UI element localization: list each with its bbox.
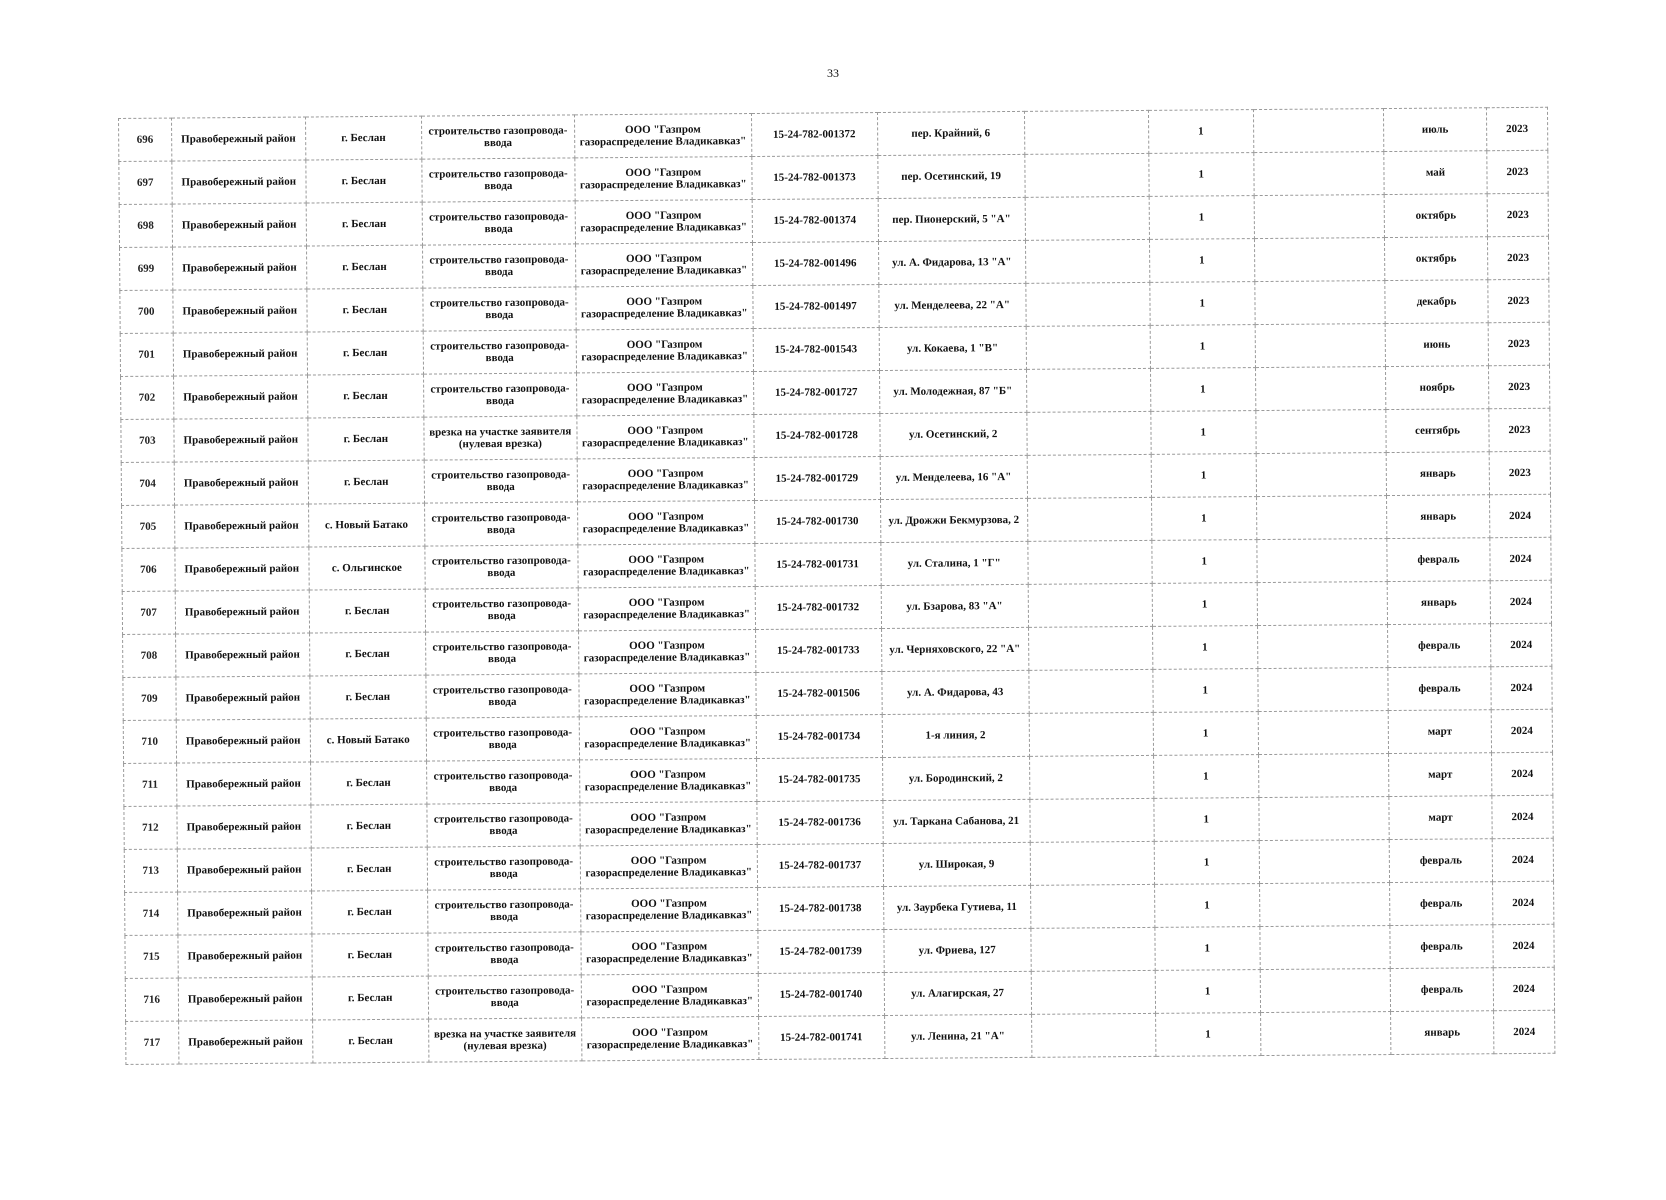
register-table xyxy=(118,107,1555,1065)
row-number-cell: 700 xyxy=(120,290,173,333)
address-cell: ул. Менделеева, 16 "А" xyxy=(880,455,1027,499)
registry-code-cell: 15-24-782-001728 xyxy=(753,414,879,458)
empty-cell xyxy=(1029,712,1153,756)
settlement-cell: г. Беслан xyxy=(306,116,422,160)
settlement-cell: г. Беслан xyxy=(308,460,424,504)
month-cell: февраль xyxy=(1390,882,1493,926)
organization-cell: ООО "Газпром газораспределение Владикавказ" xyxy=(576,329,753,373)
district-cell: Правобережный район xyxy=(173,418,308,462)
empty-cell xyxy=(1254,152,1385,196)
row-number-cell: 710 xyxy=(123,720,176,763)
registry-code-cell: 15-24-782-001543 xyxy=(753,328,879,372)
registry-code-cell: 15-24-782-001732 xyxy=(755,586,881,630)
registry-code-cell: 15-24-782-001735 xyxy=(756,758,882,802)
work-type-cell: строительство газопровода-ввода xyxy=(426,760,580,804)
district-cell: Правобережный район xyxy=(171,160,306,204)
month-cell: февраль xyxy=(1389,839,1492,883)
address-cell: ул. А. Фидарова, 13 "А" xyxy=(878,240,1025,284)
work-type-cell: врезка на участке заявителя (нулевая врезка) xyxy=(423,416,577,460)
month-cell: январь xyxy=(1387,495,1490,539)
settlement-cell: г. Беслан xyxy=(310,632,426,676)
organization-cell: ООО "Газпром газораспределение Владикавказ" xyxy=(580,845,757,889)
empty-cell xyxy=(1027,454,1151,498)
organization-cell: ООО "Газпром газораспределение Владикавказ" xyxy=(575,200,752,244)
month-cell: январь xyxy=(1386,452,1489,496)
district-cell: Правобережный район xyxy=(175,590,310,634)
district-cell: Правобережный район xyxy=(176,805,311,849)
empty-cell xyxy=(1259,883,1390,927)
settlement-cell: г. Беслан xyxy=(306,202,422,246)
page-number: 33 xyxy=(827,66,839,80)
settlement-cell: г. Беслан xyxy=(312,890,428,934)
quantity-cell: 1 xyxy=(1148,153,1253,197)
district-cell: Правобережный район xyxy=(172,289,307,333)
address-cell: ул. Ленина, 21 "А" xyxy=(884,1014,1031,1058)
address-cell: ул. Бзарова, 83 "А" xyxy=(881,584,1028,628)
organization-cell: ООО "Газпром газораспределение Владикавказ" xyxy=(577,415,754,459)
district-cell: Правобережный район xyxy=(176,762,311,806)
month-cell: ноябрь xyxy=(1386,366,1489,410)
settlement-cell: г. Беслан xyxy=(310,675,426,719)
organization-cell: ООО "Газпром газораспределение Владикавказ" xyxy=(576,243,753,287)
empty-cell xyxy=(1030,884,1154,928)
row-number-cell: 706 xyxy=(122,548,175,591)
empty-cell xyxy=(1255,324,1386,368)
address-cell: ул. А. Фидарова, 43 xyxy=(881,670,1028,714)
address-cell: ул. Менделеева, 22 "А" xyxy=(878,283,1025,327)
row-number-cell: 702 xyxy=(121,376,174,419)
organization-cell: ООО "Газпром газораспределение Владикавказ" xyxy=(581,974,758,1018)
organization-cell: ООО "Газпром газораспределение Владикавказ" xyxy=(581,888,758,932)
empty-cell xyxy=(1028,540,1152,584)
organization-cell: ООО "Газпром газораспределение Владикавказ" xyxy=(577,372,754,416)
empty-cell xyxy=(1027,411,1151,455)
row-number-cell: 698 xyxy=(119,204,172,247)
empty-cell xyxy=(1026,325,1150,369)
empty-cell xyxy=(1260,969,1391,1013)
registry-code-cell: 15-24-782-001740 xyxy=(758,973,884,1017)
row-number-cell: 704 xyxy=(121,462,174,505)
settlement-cell: с. Новый Батако xyxy=(309,503,425,547)
quantity-cell: 1 xyxy=(1153,755,1258,799)
empty-cell xyxy=(1028,626,1152,670)
registry-code-cell: 15-24-782-001372 xyxy=(751,113,877,157)
registry-code-cell: 15-24-782-001729 xyxy=(754,457,880,501)
organization-cell: ООО "Газпром газораспределение Владикавказ" xyxy=(581,931,758,975)
settlement-cell: г. Беслан xyxy=(312,976,428,1020)
month-cell: декабрь xyxy=(1385,280,1488,324)
address-cell: ул. Кокаева, 1 "В" xyxy=(879,326,1026,370)
registry-code-cell: 15-24-782-001497 xyxy=(752,285,878,329)
year-cell: 2023 xyxy=(1487,236,1548,279)
address-cell: ул. Черняховского, 22 "А" xyxy=(881,627,1028,671)
district-cell: Правобережный район xyxy=(173,375,308,419)
empty-cell xyxy=(1259,797,1390,841)
work-type-cell: строительство газопровода-ввода xyxy=(421,158,575,202)
work-type-cell: строительство газопровода-ввода xyxy=(422,244,576,288)
district-cell: Правобережный район xyxy=(172,246,307,290)
empty-cell xyxy=(1260,926,1391,970)
registry-code-cell: 15-24-782-001506 xyxy=(755,672,881,716)
settlement-cell: г. Беслан xyxy=(308,417,424,461)
register-table-wrapper xyxy=(118,107,1555,1065)
settlement-cell: г. Беслан xyxy=(311,804,427,848)
district-cell: Правобережный район xyxy=(175,633,310,677)
empty-cell xyxy=(1256,453,1387,497)
organization-cell: ООО "Газпром газораспределение Владикавказ" xyxy=(578,587,755,631)
year-cell: 2024 xyxy=(1489,494,1550,537)
quantity-cell: 1 xyxy=(1150,368,1255,412)
work-type-cell: строительство газопровода-ввода xyxy=(424,459,578,503)
registry-code-cell: 15-24-782-001727 xyxy=(753,371,879,415)
quantity-cell: 1 xyxy=(1153,712,1258,756)
registry-code-cell: 15-24-782-001374 xyxy=(752,199,878,243)
settlement-cell: с. Новый Батако xyxy=(310,718,426,762)
district-cell: Правобережный район xyxy=(174,547,309,591)
month-cell: февраль xyxy=(1388,667,1491,711)
year-cell: 2024 xyxy=(1494,1010,1555,1053)
registry-code-cell: 15-24-782-001730 xyxy=(754,500,880,544)
organization-cell: ООО "Газпром газораспределение Владикавказ" xyxy=(580,759,757,803)
address-cell: пер. Крайний, 6 xyxy=(877,111,1024,155)
row-number-cell: 705 xyxy=(122,505,175,548)
organization-cell: ООО "Газпром газораспределение Владикавказ" xyxy=(576,286,753,330)
quantity-cell: 1 xyxy=(1154,884,1259,928)
address-cell: ул. Осетинский, 2 xyxy=(879,412,1026,456)
address-cell: ул. Дрожжи Бекмурзова, 2 xyxy=(880,498,1027,542)
organization-cell: ООО "Газпром газораспределение Владикавказ" xyxy=(580,802,757,846)
quantity-cell: 1 xyxy=(1154,798,1259,842)
district-cell: Правобережный район xyxy=(172,203,307,247)
month-cell: сентябрь xyxy=(1386,409,1489,453)
settlement-cell: г. Беслан xyxy=(307,288,423,332)
empty-cell xyxy=(1256,410,1387,454)
organization-cell: ООО "Газпром газораспределение Владикавказ" xyxy=(579,630,756,674)
row-number-cell: 716 xyxy=(125,978,178,1021)
month-cell: октябрь xyxy=(1384,237,1487,281)
organization-cell: ООО "Газпром газораспределение Владикавказ" xyxy=(574,114,751,158)
empty-cell xyxy=(1256,496,1387,540)
year-cell: 2023 xyxy=(1489,408,1550,451)
quantity-cell: 1 xyxy=(1155,970,1260,1014)
row-number-cell: 712 xyxy=(124,806,177,849)
registry-code-cell: 15-24-782-001731 xyxy=(754,543,880,587)
district-cell: Правобережный район xyxy=(177,934,312,978)
address-cell: ул. Заурбека Гутиева, 11 xyxy=(883,885,1030,929)
work-type-cell: строительство газопровода-ввода xyxy=(424,502,578,546)
address-cell: ул. Фриева, 127 xyxy=(883,928,1030,972)
year-cell: 2023 xyxy=(1488,322,1549,365)
quantity-cell: 1 xyxy=(1155,1013,1260,1057)
district-cell: Правобережный район xyxy=(174,504,309,548)
settlement-cell: г. Беслан xyxy=(307,245,423,289)
month-cell: июнь xyxy=(1385,323,1488,367)
work-type-cell: врезка на участке заявителя (нулевая врезка) xyxy=(428,1018,582,1062)
quantity-cell: 1 xyxy=(1150,325,1255,369)
empty-cell xyxy=(1254,238,1385,282)
district-cell: Правобережный район xyxy=(178,1020,313,1064)
empty-cell xyxy=(1025,196,1149,240)
empty-cell xyxy=(1255,367,1386,411)
organization-cell: ООО "Газпром газораспределение Владикавказ" xyxy=(578,501,755,545)
work-type-cell: строительство газопровода-ввода xyxy=(425,631,579,675)
row-number-cell: 707 xyxy=(122,591,175,634)
year-cell: 2023 xyxy=(1486,107,1547,150)
registry-code-cell: 15-24-782-001373 xyxy=(751,156,877,200)
month-cell: февраль xyxy=(1390,968,1493,1012)
empty-cell xyxy=(1025,153,1149,197)
registry-code-cell: 15-24-782-001734 xyxy=(756,715,882,759)
empty-cell xyxy=(1254,195,1385,239)
table-body xyxy=(119,107,1555,1064)
work-type-cell: строительство газопровода-ввода xyxy=(423,330,577,374)
year-cell: 2024 xyxy=(1490,623,1551,666)
registry-code-cell: 15-24-782-001737 xyxy=(757,844,883,888)
work-type-cell: строительство газопровода-ввода xyxy=(427,889,581,933)
organization-cell: ООО "Газпром газораспределение Владикавказ" xyxy=(575,157,752,201)
month-cell: май xyxy=(1384,151,1487,195)
settlement-cell: г. Беслан xyxy=(306,159,422,203)
year-cell: 2024 xyxy=(1490,537,1551,580)
empty-cell xyxy=(1030,841,1154,885)
settlement-cell: г. Беслан xyxy=(313,1019,429,1063)
empty-cell xyxy=(1253,109,1384,153)
year-cell: 2023 xyxy=(1488,365,1549,408)
row-number-cell: 714 xyxy=(125,892,178,935)
work-type-cell: строительство газопровода-ввода xyxy=(426,803,580,847)
year-cell: 2023 xyxy=(1489,451,1550,494)
empty-cell xyxy=(1030,798,1154,842)
empty-cell xyxy=(1260,1012,1391,1056)
empty-cell xyxy=(1026,368,1150,412)
registry-code-cell: 15-24-782-001739 xyxy=(757,930,883,974)
settlement-cell: г. Беслан xyxy=(308,374,424,418)
work-type-cell: строительство газопровода-ввода xyxy=(421,115,575,159)
settlement-cell: г. Беслан xyxy=(309,589,425,633)
year-cell: 2023 xyxy=(1488,279,1549,322)
address-cell: пер. Пионерский, 5 "А" xyxy=(878,197,1025,241)
empty-cell xyxy=(1257,582,1388,626)
empty-cell xyxy=(1024,110,1148,154)
district-cell: Правобережный район xyxy=(176,719,311,763)
organization-cell: ООО "Газпром газораспределение Владикавказ" xyxy=(579,716,756,760)
district-cell: Правобережный район xyxy=(175,676,310,720)
empty-cell xyxy=(1031,927,1155,971)
address-cell: ул. Алагирская, 27 xyxy=(884,971,1031,1015)
work-type-cell: строительство газопровода-ввода xyxy=(424,545,578,589)
organization-cell: ООО "Газпром газораспределение Владикавказ" xyxy=(579,673,756,717)
registry-code-cell: 15-24-782-001736 xyxy=(756,801,882,845)
organization-cell: ООО "Газпром газораспределение Владикавказ" xyxy=(578,544,755,588)
quantity-cell: 1 xyxy=(1153,669,1258,713)
address-cell: 1-я линия, 2 xyxy=(882,713,1029,757)
row-number-cell: 717 xyxy=(126,1021,179,1064)
settlement-cell: г. Беслан xyxy=(311,847,427,891)
work-type-cell: строительство газопровода-ввода xyxy=(428,932,582,976)
year-cell: 2024 xyxy=(1490,580,1551,623)
work-type-cell: строительство газопровода-ввода xyxy=(422,287,576,331)
quantity-cell: 1 xyxy=(1152,540,1257,584)
month-cell: июль xyxy=(1383,108,1486,152)
registry-code-cell: 15-24-782-001738 xyxy=(757,887,883,931)
row-number-cell: 708 xyxy=(123,634,176,677)
work-type-cell: строительство газопровода-ввода xyxy=(425,674,579,718)
district-cell: Правобережный район xyxy=(174,461,309,505)
year-cell: 2024 xyxy=(1492,795,1553,838)
empty-cell xyxy=(1258,754,1389,798)
empty-cell xyxy=(1031,970,1155,1014)
empty-cell xyxy=(1255,281,1386,325)
quantity-cell: 1 xyxy=(1148,110,1253,154)
year-cell: 2023 xyxy=(1487,150,1548,193)
row-number-cell: 715 xyxy=(125,935,178,978)
settlement-cell: г. Беслан xyxy=(307,331,423,375)
month-cell: февраль xyxy=(1388,624,1491,668)
work-type-cell: строительство газопровода-ввода xyxy=(422,201,576,245)
quantity-cell: 1 xyxy=(1152,626,1257,670)
year-cell: 2024 xyxy=(1493,881,1554,924)
empty-cell xyxy=(1026,282,1150,326)
empty-cell xyxy=(1028,583,1152,627)
address-cell: ул. Бородинский, 2 xyxy=(882,756,1029,800)
year-cell: 2024 xyxy=(1492,752,1553,795)
empty-cell xyxy=(1258,711,1389,755)
work-type-cell: строительство газопровода-ввода xyxy=(427,846,581,890)
empty-cell xyxy=(1257,625,1388,669)
address-cell: ул. Таркана Сабанова, 21 xyxy=(882,799,1029,843)
settlement-cell: с. Ольгинское xyxy=(309,546,425,590)
row-number-cell: 703 xyxy=(121,419,174,462)
month-cell: октябрь xyxy=(1384,194,1487,238)
quantity-cell: 1 xyxy=(1155,927,1260,971)
year-cell: 2024 xyxy=(1493,924,1554,967)
quantity-cell: 1 xyxy=(1151,454,1256,498)
quantity-cell: 1 xyxy=(1154,841,1259,885)
address-cell: пер. Осетинский, 19 xyxy=(877,154,1024,198)
row-number-cell: 713 xyxy=(124,849,177,892)
registry-code-cell: 15-24-782-001496 xyxy=(752,242,878,286)
month-cell: март xyxy=(1389,753,1492,797)
month-cell: январь xyxy=(1387,581,1490,625)
work-type-cell: строительство газопровода-ввода xyxy=(425,588,579,632)
work-type-cell: строительство газопровода-ввода xyxy=(426,717,580,761)
empty-cell xyxy=(1025,239,1149,283)
work-type-cell: строительство газопровода-ввода xyxy=(428,975,582,1019)
settlement-cell: г. Беслан xyxy=(311,761,427,805)
organization-cell: ООО "Газпром газораспределение Владикавказ" xyxy=(577,458,754,502)
district-cell: Правобережный район xyxy=(177,848,312,892)
row-number-cell: 699 xyxy=(120,247,173,290)
district-cell: Правобережный район xyxy=(178,977,313,1021)
registry-code-cell: 15-24-782-001741 xyxy=(758,1016,884,1060)
district-cell: Правобережный район xyxy=(173,332,308,376)
year-cell: 2024 xyxy=(1492,838,1553,881)
empty-cell xyxy=(1029,755,1153,799)
quantity-cell: 1 xyxy=(1149,239,1254,283)
year-cell: 2024 xyxy=(1491,709,1552,752)
address-cell: ул. Молодежная, 87 "Б" xyxy=(879,369,1026,413)
row-number-cell: 696 xyxy=(119,118,172,161)
district-cell: Правобережный район xyxy=(177,891,312,935)
row-number-cell: 709 xyxy=(123,677,176,720)
district-cell: Правобережный район xyxy=(171,117,306,161)
row-number-cell: 697 xyxy=(119,161,172,204)
address-cell: ул. Сталина, 1 "Г" xyxy=(880,541,1027,585)
empty-cell xyxy=(1258,668,1389,712)
empty-cell xyxy=(1257,539,1388,583)
month-cell: февраль xyxy=(1390,925,1493,969)
registry-code-cell: 15-24-782-001733 xyxy=(755,629,881,673)
quantity-cell: 1 xyxy=(1151,497,1256,541)
year-cell: 2024 xyxy=(1491,666,1552,709)
empty-cell xyxy=(1259,840,1390,884)
empty-cell xyxy=(1029,669,1153,713)
quantity-cell: 1 xyxy=(1149,196,1254,240)
year-cell: 2023 xyxy=(1487,193,1548,236)
month-cell: март xyxy=(1388,710,1491,754)
row-number-cell: 701 xyxy=(120,333,173,376)
month-cell: февраль xyxy=(1387,538,1490,582)
empty-cell xyxy=(1027,497,1151,541)
empty-cell xyxy=(1031,1013,1155,1057)
settlement-cell: г. Беслан xyxy=(312,933,428,977)
organization-cell: ООО "Газпром газораспределение Владикавказ" xyxy=(582,1017,759,1061)
row-number-cell: 711 xyxy=(124,763,177,806)
quantity-cell: 1 xyxy=(1149,282,1254,326)
address-cell: ул. Широкая, 9 xyxy=(883,842,1030,886)
year-cell: 2024 xyxy=(1493,967,1554,1010)
month-cell: январь xyxy=(1391,1011,1494,1055)
month-cell: март xyxy=(1389,796,1492,840)
work-type-cell: строительство газопровода-ввода xyxy=(423,373,577,417)
quantity-cell: 1 xyxy=(1152,583,1257,627)
quantity-cell: 1 xyxy=(1151,411,1256,455)
